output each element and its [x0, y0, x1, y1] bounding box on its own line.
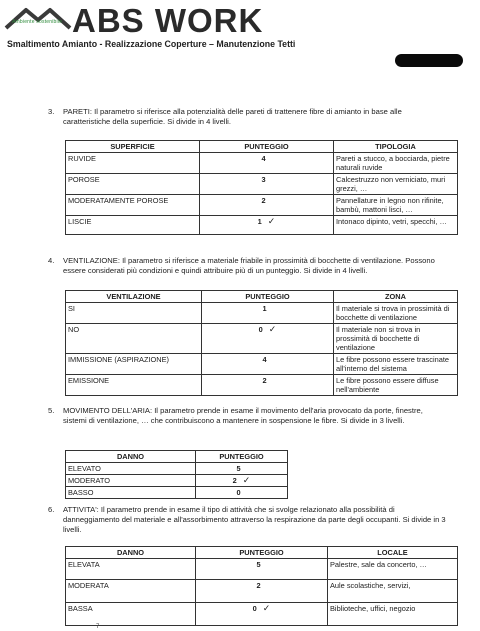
cell-punteggio: [196, 559, 328, 580]
cell-tipologia: Pannellature in legno non rifinite, bambù, mattoni lisci, …: [334, 195, 458, 216]
cell-zona: Le fibre possono essere trascinate all'interno del sistema: [334, 354, 458, 375]
cell-punteggio: [202, 354, 334, 375]
cell-superficie: RUVIDE: [66, 153, 200, 174]
column-header: DANNO: [66, 451, 196, 463]
cell-zona: Il materiale non si trova in prossimità di bocchette di ventilazione: [334, 324, 458, 354]
column-header: LOCALE: [328, 547, 458, 559]
cell-punteggio: [200, 153, 334, 174]
cell-punteggio: [202, 324, 334, 354]
cell-danno: MODERATO: [66, 475, 196, 487]
cell-ventilazione: SI: [66, 303, 202, 324]
score-value: 5: [236, 464, 241, 473]
table-row: [66, 153, 458, 174]
table-row: [66, 475, 288, 487]
score-value: 5: [256, 560, 261, 569]
cell-punteggio: [196, 603, 328, 626]
table-row: [66, 354, 458, 375]
checkmark-icon: ✓: [268, 324, 277, 334]
section-number: 4.: [48, 256, 55, 265]
attivita-table: [65, 546, 458, 626]
cell-ventilazione: IMMISSIONE (ASPIRAZIONE): [66, 354, 202, 375]
redaction-mark: [395, 54, 463, 67]
cell-punteggio: [200, 174, 334, 195]
table-row: [66, 463, 288, 475]
score-value: 1: [257, 217, 262, 226]
column-header: SUPERFICIE: [66, 141, 200, 153]
cell-punteggio: [196, 487, 288, 499]
table-row: [66, 375, 458, 396]
section-5-text: [48, 406, 448, 440]
cell-superficie: POROSE: [66, 174, 200, 195]
table-row: [66, 303, 458, 324]
cell-danno: BASSA: [66, 603, 196, 626]
section-paragraph: MOVIMENTO DELL'ARIA: Il parametro prende in esame il movimento dell'aria provocato da porte, finestre, sistemi di ventilazione, … che contribuiscono a mantenere in sospensione le fibre. Si divide in 3 livelli.: [63, 406, 423, 425]
cell-locale: Biblioteche, uffici, negozio: [328, 603, 458, 626]
score-value: 2: [232, 476, 237, 485]
cell-zona: Il materiale si trova in prossimità di bocchette di ventilazione: [334, 303, 458, 324]
column-header: PUNTEGGIO: [202, 291, 334, 303]
column-header: PUNTEGGIO: [196, 547, 328, 559]
cell-tipologia: Calcestruzzo non verniciato, muri grezzi, …: [334, 174, 458, 195]
cell-ventilazione: EMISSIONE: [66, 375, 202, 396]
score-value: 4: [261, 154, 266, 163]
logo-subtitle: Ambiente sostenibile: [12, 19, 63, 25]
movimento-aria-table: [65, 450, 288, 499]
column-header: PUNTEGGIO: [196, 451, 288, 463]
cell-ventilazione: NO: [66, 324, 202, 354]
table-row: [66, 580, 458, 603]
checkmark-icon: ✓: [242, 475, 251, 485]
section-6-text: [48, 505, 448, 539]
cell-tipologia: Intonaco dipinto, vetri, specchi, …: [334, 216, 458, 235]
score-value: 2: [261, 196, 266, 205]
cell-punteggio: [196, 463, 288, 475]
score-value: 1: [262, 304, 267, 313]
score-value: 2: [256, 581, 261, 590]
section-number: 5.: [48, 406, 55, 415]
column-header: DANNO: [66, 547, 196, 559]
table-row: [66, 195, 458, 216]
column-header: ZONA: [334, 291, 458, 303]
table-row: [66, 174, 458, 195]
roof-logo-icon: [4, 4, 72, 32]
cell-danno: ELEVATO: [66, 463, 196, 475]
cell-danno: ELEVATA: [66, 559, 196, 580]
section-number: 6.: [48, 505, 55, 514]
column-header: VENTILAZIONE: [66, 291, 202, 303]
cell-zona: Le fibre possono essere diffuse nell'ambiente: [334, 375, 458, 396]
page-number: 7: [96, 624, 100, 630]
column-header: TIPOLOGIA: [334, 141, 458, 153]
cell-punteggio: [196, 580, 328, 603]
section-4-text: [48, 256, 448, 280]
section-3-text: [48, 107, 448, 131]
section-paragraph: ATTIVITA': Il parametro prende in esame il tipo di attività che si svolge relazionato alla possibilità di danneggiamento del materiale e all'assorbimento attraverso la respirazione da parte degli occupanti. Si divide in 3 livelli.: [63, 505, 446, 534]
table-row: [66, 603, 458, 626]
company-logo-text: ABS WORK: [72, 2, 264, 39]
cell-punteggio: [200, 195, 334, 216]
table-row: [66, 559, 458, 580]
score-value: 0: [258, 325, 263, 334]
score-value: 2: [262, 376, 267, 385]
checkmark-icon: ✓: [262, 603, 271, 613]
company-tagline: Smaltimento Amianto - Realizzazione Coperture – Manutenzione Tetti: [7, 39, 296, 49]
cell-punteggio: [200, 216, 334, 235]
table-row: [66, 324, 458, 354]
table-row: [66, 216, 458, 235]
cell-locale: Aule scolastiche, servizi,: [328, 580, 458, 603]
score-value: 0: [236, 488, 241, 497]
checkmark-icon: ✓: [267, 216, 276, 226]
section-number: 3.: [48, 107, 55, 116]
score-value: 0: [252, 604, 257, 613]
cell-locale: Palestre, sale da concerto, …: [328, 559, 458, 580]
cell-tipologia: Pareti a stucco, a bocciarda, pietre naturali ruvide: [334, 153, 458, 174]
section-paragraph: PARETI: Il parametro si riferisce alla potenzialità delle pareti di trattenere fibre di amianto in base alle caratteristiche della superficie. Si divide in 4 livelli.: [63, 107, 402, 126]
ventilazione-table: [65, 290, 458, 396]
cell-superficie: LISCIE: [66, 216, 200, 235]
cell-punteggio: [202, 303, 334, 324]
cell-punteggio: [202, 375, 334, 396]
cell-superficie: MODERATAMENTE POROSE: [66, 195, 200, 216]
cell-danno: BASSO: [66, 487, 196, 499]
table-row: [66, 487, 288, 499]
pareti-table: [65, 140, 458, 235]
cell-danno: MODERATA: [66, 580, 196, 603]
score-value: 4: [262, 355, 267, 364]
cell-punteggio: [196, 475, 288, 487]
column-header: PUNTEGGIO: [200, 141, 334, 153]
section-paragraph: VENTILAZIONE: Il parametro si riferisce a materiale friabile in prossimità di bocchette di ventilazione. Possono essere considerati più condizioni e quindi attribuire più di un punteggio. Si divide in 4 livelli.: [63, 256, 435, 275]
score-value: 3: [261, 175, 266, 184]
